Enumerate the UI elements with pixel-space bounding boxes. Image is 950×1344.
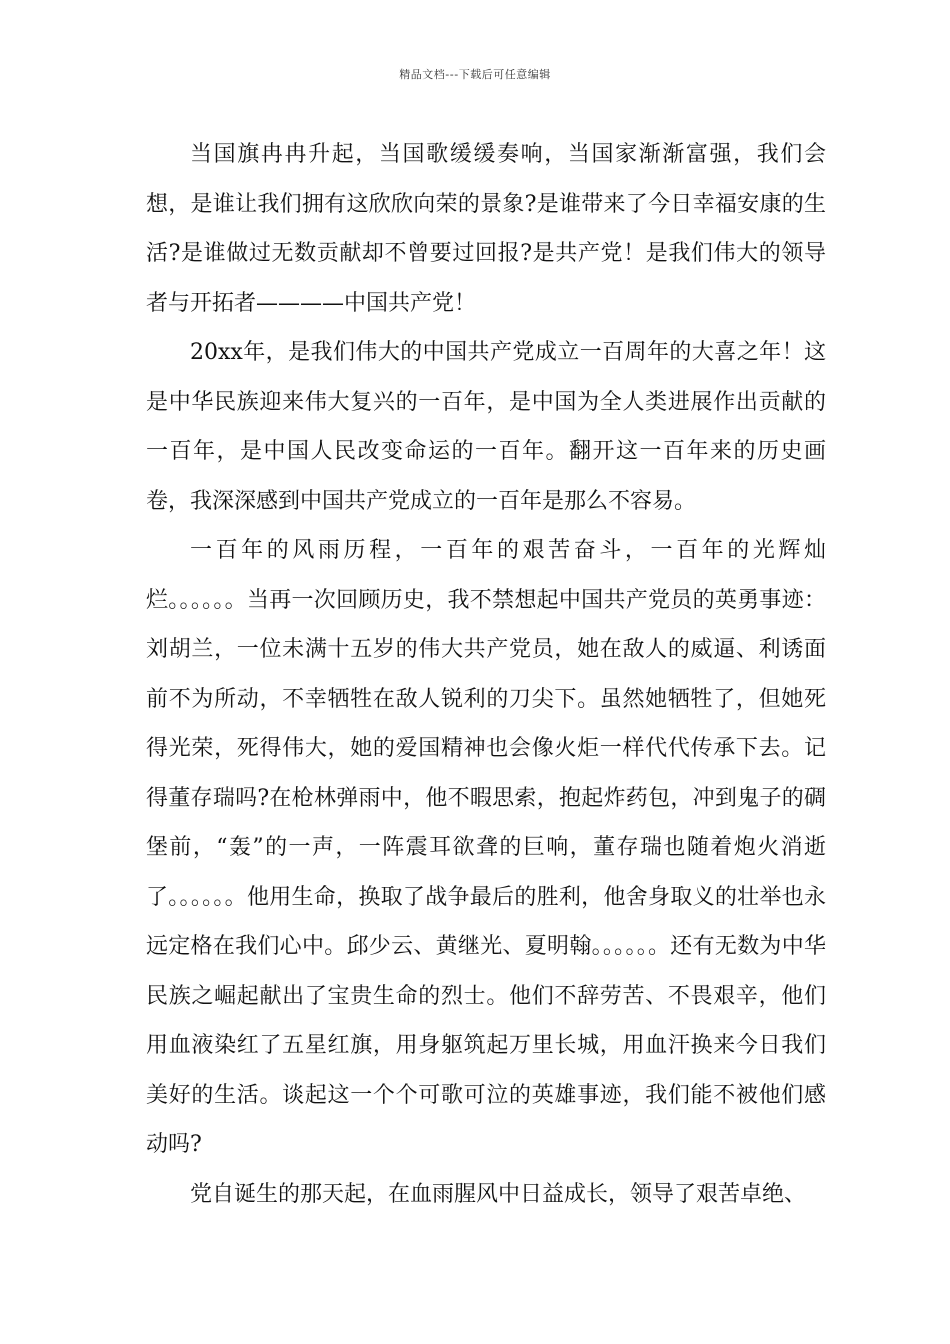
page-header: 精品文档---下载后可任意编辑 [399, 68, 551, 81]
document-body [146, 130, 826, 1219]
paragraph-4: 党自诞生的那天起，在血雨腥风中日益成长，领导了艰苦卓绝、 [190, 1181, 807, 1207]
paragraph-3: 一百年的风雨历程，一百年的艰苦奋斗，一百年的光辉灿烂。。。。。。当再一次回顾历史，我不禁想起中国共产党员的英勇事迹：刘胡兰，一位未满十五岁的伟大共产党员，她在敌人的威逼、利诱面前不为所动，不幸牺牲在敌人锐利的刀尖下。虽然她牺牲了，但她死得光荣，死得伟大，她的爱国精神也会像火炬一样代代传承下去。记得董存瑞吗?在枪林弹雨中，他不暇思索，抱起炸药包，冲到鬼子的碉堡前，“轰”的一声，一阵震耳欲聋的巨响，董存瑞也随着炮火消逝了。。。。。。他用生命，换取了战争最后的胜利，他舍身取义的壮举也永远定格在我们心中。邱少云、黄继光、夏明翰。。。。。。还有无数为中华民族之崛起献出了宝贵生命的烈士。他们不辞劳苦、不畏艰辛，他们用血液染红了五星红旗，用身躯筑起万里长城，用血汗换来今日我们美好的生活。谈起这一个个可歌可泣的英雄事迹，我们能不被他们感动吗? [146, 538, 826, 1157]
paragraph-2: 20xx年，是我们伟大的中国共产党成立一百周年的大喜之年！这是中华民族迎来伟大复兴的一百年，是中国为全人类进展作出贡献的一百年，是中国人民改变命运的一百年。翻开这一百年来的历史画卷，我深深感到中国共产党成立的一百年是那么不容易。 [146, 340, 826, 514]
paragraph-1: 当国旗冉冉升起，当国歌缓缓奏响，当国家渐渐富强，我们会想，是谁让我们拥有这欣欣向荣的景象?是谁带来了今日幸福安康的生活?是谁做过无数贡献却不曾要过回报?是共产党！是我们伟大的领导者与开拓者————中国共产党！ [146, 142, 826, 316]
